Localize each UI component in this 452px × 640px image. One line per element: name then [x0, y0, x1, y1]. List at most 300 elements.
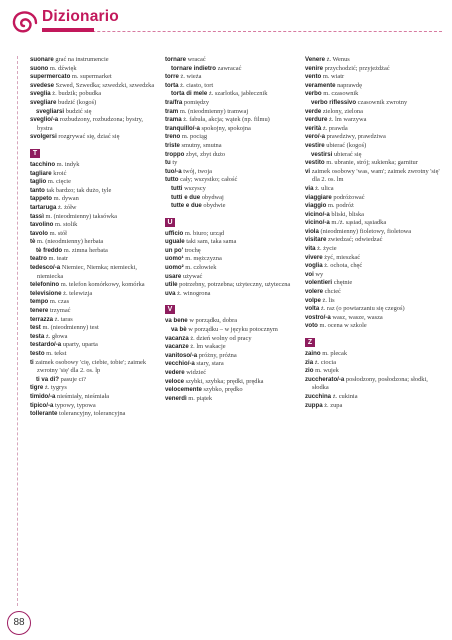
- translation: ż. wieża: [180, 73, 202, 81]
- headword: va bè: [171, 326, 187, 334]
- headword: zaino: [305, 350, 321, 357]
- dictionary-entry: [305, 254, 445, 263]
- dictionary-entry: [305, 297, 445, 306]
- dictionary-entry: [30, 281, 158, 290]
- headword: supermercato: [30, 73, 71, 81]
- dictionary-entry: [30, 99, 158, 108]
- headword: testo: [30, 350, 45, 357]
- translation: tolerancyjny, tolerancyjna: [59, 410, 126, 418]
- dictionary-entry: [165, 386, 300, 395]
- dictionary-entry: [165, 133, 300, 142]
- translation: (nieodmienny) fioletowy, fioletowa: [320, 227, 412, 235]
- translation: zbyt, zbyt dużo: [185, 150, 226, 158]
- headword: verbo: [305, 90, 322, 98]
- dictionary-entry: [30, 65, 158, 74]
- dictionary-entry: [165, 159, 300, 168]
- dictionary-entry: [305, 82, 445, 91]
- translation: m. (nieodmienny) test: [42, 324, 99, 332]
- headword: vecchio/-a: [165, 360, 195, 368]
- page-header: [0, 0, 452, 46]
- dictionary-entry: [305, 211, 445, 220]
- dictionary-entry: [305, 56, 445, 65]
- translation: m. ocena w szkole: [319, 322, 367, 330]
- dictionary-entry: [165, 335, 300, 344]
- headword: teatro: [30, 255, 47, 263]
- dictionary-entry: [165, 202, 300, 211]
- headword: vacanza: [165, 334, 189, 342]
- translation: próżny, próżna: [198, 351, 237, 359]
- dictionary-entry: [305, 393, 445, 402]
- page-number: 88: [13, 617, 25, 628]
- dictionary-entry: [305, 314, 445, 323]
- headword: tavolino: [30, 221, 54, 229]
- translation: ż. ciocia: [314, 358, 337, 366]
- headword: tuo/-a: [165, 167, 182, 175]
- headword: tacchino: [30, 160, 56, 168]
- dictionary-entry: [165, 230, 300, 239]
- translation: m. wujek: [315, 367, 339, 375]
- dictionary-entry: [30, 290, 158, 299]
- headword: tornare: [165, 56, 186, 63]
- headword: tedesco/-a: [30, 264, 61, 272]
- translation: m. mężczyzna: [185, 255, 222, 263]
- headword: utile: [165, 281, 178, 289]
- translation: wasz, wasze, wasza: [332, 313, 383, 321]
- headword: tempo: [30, 298, 49, 306]
- dictionary-entry: [165, 151, 300, 160]
- translation: przychodzić; przyjeżdżać: [324, 64, 390, 72]
- dictionary-entry: [165, 273, 300, 282]
- section-letter: V: [165, 305, 175, 314]
- headword: tenere: [30, 307, 49, 315]
- translation: trochę: [184, 246, 201, 254]
- dictionary-entry: [30, 230, 158, 239]
- dictionary-entry: [165, 185, 300, 194]
- translation: m. stół: [49, 229, 67, 237]
- headword: voi: [305, 270, 314, 278]
- headword: tollerante: [30, 410, 58, 418]
- headword: via: [305, 184, 314, 192]
- headword: vicino/-a: [305, 219, 330, 227]
- dictionary-entry: [30, 350, 158, 359]
- headword: vestito: [305, 159, 325, 167]
- translation: obydwaj: [201, 193, 224, 201]
- translation: ż. Wenus: [326, 56, 350, 63]
- headword: usare: [165, 272, 182, 280]
- dictionary-entry: [30, 195, 158, 204]
- dictionary-entry: [305, 279, 445, 288]
- dictionary-entry: [305, 350, 445, 359]
- dictionary-column-2: [165, 56, 300, 403]
- dictionary-entry: [30, 170, 158, 179]
- translation: trzymać: [49, 307, 71, 315]
- page-number-badge: [7, 611, 31, 635]
- dictionary-column-3: [305, 56, 445, 410]
- dictionary-entry: [30, 221, 158, 230]
- dictionary-entry: [165, 326, 300, 335]
- headword: sveglia: [30, 90, 51, 98]
- dictionary-entry: [305, 271, 445, 280]
- translation: ż. szarlotka, jabłecznik: [208, 90, 268, 98]
- translation: szybki, szybka; prędki, prędka: [185, 377, 264, 385]
- headword: tutte e due: [171, 202, 202, 210]
- dictionary-entry: [305, 305, 445, 314]
- translation: rozbudzony, rozbudzona; bystry, bystra: [37, 116, 144, 132]
- translation: m. zimna herbata: [63, 246, 108, 254]
- translation: m. biuro; urząd: [184, 229, 225, 237]
- headword: tipico/-a: [30, 401, 54, 409]
- translation: uparty, uparta: [62, 341, 98, 349]
- headword: veloce: [165, 377, 184, 385]
- headword: zia: [305, 358, 314, 366]
- dictionary-entry: [30, 359, 158, 376]
- dictionary-entry: [165, 281, 300, 290]
- translation: chcieć: [324, 288, 341, 296]
- headword: viola: [305, 227, 319, 235]
- headword: viaggio: [305, 202, 327, 210]
- translation: m. wiatr: [322, 73, 345, 81]
- dictionary-entry: [305, 359, 445, 368]
- dictionary-entry: [165, 56, 300, 65]
- translation: budzić się: [65, 107, 92, 115]
- dictionary-entry: [305, 262, 445, 271]
- translation: kroić: [53, 169, 67, 177]
- dictionary-entry: [30, 82, 158, 91]
- translation: naprawdę: [337, 81, 362, 89]
- headword: ti: [30, 358, 34, 366]
- translation: ż. telewizja: [63, 289, 93, 297]
- headword: tu: [165, 159, 171, 167]
- headword: ti va di?: [36, 375, 60, 383]
- translation: typowy, typowa: [54, 401, 96, 409]
- translation: szybko, prędko: [203, 386, 243, 394]
- dictionary-entry: [165, 352, 300, 361]
- headword: veramente: [305, 81, 336, 89]
- section-letter: Z: [305, 338, 315, 347]
- dictionary-entry: [305, 133, 445, 142]
- margin-divider: [17, 56, 18, 606]
- headword: vedere: [165, 369, 185, 376]
- headword: viaggiare: [305, 193, 332, 201]
- translation: m./ż. sąsiad, sąsiadka: [331, 219, 387, 227]
- translation: m. telefon komórkowy, komórka: [60, 281, 145, 289]
- headword: torta: [165, 81, 179, 89]
- dictionary-entry: [30, 333, 158, 342]
- headword: troppo: [165, 150, 185, 158]
- dictionary-entry: [30, 73, 158, 82]
- translation: ż. winogrona: [177, 289, 211, 297]
- headword: vicino/-a: [305, 210, 330, 218]
- translation: m. (nieodmienny) taksówka: [45, 212, 118, 220]
- dictionary-entry: [305, 236, 445, 245]
- headword: uomo²: [165, 264, 184, 272]
- translation: chętnie: [333, 279, 353, 287]
- headword: uva: [165, 289, 176, 297]
- translation: zawracać: [217, 64, 242, 72]
- headword: vestire: [305, 141, 325, 149]
- headword: testardo/-a: [30, 341, 62, 349]
- headword: tutti e due: [171, 193, 201, 201]
- headword: test: [30, 324, 41, 332]
- headword: tornare indietro: [171, 64, 217, 72]
- headword: suono: [30, 64, 49, 72]
- headword: verdure: [305, 116, 328, 124]
- dictionary-entry: [30, 178, 158, 187]
- headword: svegliare: [30, 98, 57, 106]
- letter-section-header: [305, 331, 445, 350]
- translation: ż. głowa: [45, 332, 68, 340]
- translation: ż. zupa: [324, 401, 343, 409]
- dictionary-entry: [305, 288, 445, 297]
- headword: zucchina: [305, 392, 332, 400]
- translation: czasownik zwrotny: [357, 98, 408, 106]
- headword: tè freddo: [36, 246, 63, 254]
- headword: suonare: [30, 56, 54, 63]
- translation: m. supermarket: [71, 73, 112, 81]
- dictionary-entry: [165, 99, 300, 108]
- translation: w porządku, dobra: [189, 317, 238, 325]
- dictionary-entry: [165, 343, 300, 352]
- headword: tigre: [30, 384, 44, 392]
- translation: posłodzony, posłodzona; słodki, słodka: [312, 375, 428, 392]
- dictionary-entry: [165, 125, 300, 134]
- translation: m. piątek: [188, 394, 213, 402]
- translation: m. (nieodmienny) tramwaj: [179, 107, 249, 115]
- translation: m. ubranie, strój; sukienka; garnitur: [326, 159, 418, 167]
- dictionary-entry: [165, 264, 300, 273]
- translation: cały; wszystko; całość: [180, 176, 238, 184]
- headword: torta di mele: [171, 90, 208, 98]
- headword: vi: [305, 167, 311, 175]
- headword: vestirsi: [311, 150, 333, 158]
- dictionary-entry: [305, 99, 445, 108]
- dictionary-entry: [30, 402, 158, 411]
- headword: tranquillo/-a: [165, 124, 200, 132]
- translation: prawdziwy, prawdziwa: [326, 133, 386, 141]
- dictionary-entry: [305, 322, 445, 331]
- translation: m. człowiek: [185, 264, 217, 272]
- dictionary-entry: [30, 187, 158, 196]
- headword: testa: [30, 332, 45, 340]
- translation: ż. prawda: [322, 124, 348, 132]
- dictionary-entry: [305, 108, 445, 117]
- translation: m. tekst: [46, 350, 67, 357]
- dictionary-entry: [305, 245, 445, 254]
- translation: w porządku – w języku potocznym: [188, 326, 278, 334]
- headword: verde: [305, 107, 322, 115]
- headword: vacanze: [165, 343, 189, 351]
- dictionary-entry: [30, 90, 158, 99]
- translation: Niemiec, Niemka; niemiecki, niemiecka: [37, 264, 138, 280]
- translation: nieśmiały, nieśmiała: [57, 392, 110, 400]
- translation: ż. lm wakacje: [190, 343, 226, 351]
- translation: pomiędzy: [183, 98, 210, 106]
- translation: m. pociąg: [181, 133, 208, 141]
- headword: vero/-a: [305, 133, 325, 141]
- dictionary-entry: [305, 376, 445, 393]
- headword: Venere: [305, 56, 325, 63]
- dictionary-entry: [305, 367, 445, 376]
- headword: uomo¹: [165, 255, 184, 263]
- translation: m. stolik: [54, 221, 78, 229]
- dictionary-entry: [30, 393, 158, 402]
- swirl-logo-icon: [6, 6, 42, 40]
- translation: widzieć: [186, 369, 207, 376]
- translation: m. czas: [49, 298, 70, 306]
- dictionary-entry: [30, 116, 158, 133]
- translation: Szwed, Szwedka; szwedzki, szwedzka: [55, 81, 155, 89]
- dictionary-entry: [305, 168, 445, 185]
- dictionary-entry: [30, 316, 158, 325]
- dictionary-entry: [165, 369, 300, 378]
- translation: wy: [315, 270, 324, 278]
- dictionary-entry: [305, 125, 445, 134]
- headword: televisione: [30, 289, 62, 297]
- dictionary-entry: [165, 317, 300, 326]
- headword: velocemente: [165, 386, 202, 394]
- headword: volpe: [305, 296, 321, 304]
- headword: verbo riflessivo: [311, 98, 357, 106]
- dictionary-entry: [30, 56, 158, 65]
- dictionary-entry: [30, 204, 158, 213]
- dictionary-entry: [305, 228, 445, 237]
- headword: vanitoso/-a: [165, 351, 198, 359]
- headword: va bene: [165, 317, 188, 325]
- dictionary-entry: [165, 247, 300, 256]
- headword: torre: [165, 73, 179, 81]
- section-letter: T: [30, 149, 40, 158]
- translation: żyć, mieszkać: [324, 253, 361, 261]
- headword: tappeto: [30, 195, 53, 203]
- translation: stary, stara: [196, 360, 224, 368]
- dictionary-entry: [165, 395, 300, 404]
- dictionary-entry: [305, 194, 445, 203]
- translation: ż. lm warzywa: [328, 116, 367, 124]
- translation: potrzebny, potrzebna; użyteczny, użyteczna: [179, 281, 291, 289]
- dictionary-entry: [30, 213, 158, 222]
- translation: zwiedzać; odwiedzać: [327, 236, 383, 244]
- translation: zielony, zielona: [322, 107, 363, 115]
- translation: m. dywan: [53, 195, 79, 203]
- dictionary-entry: [305, 185, 445, 194]
- headword: vivere: [305, 253, 323, 261]
- translation: używać: [182, 272, 203, 280]
- translation: wszyscy: [184, 184, 206, 192]
- translation: ż. lis: [322, 296, 335, 304]
- headword: volta: [305, 305, 320, 313]
- headword: zuccherato/-a: [305, 375, 345, 383]
- translation: podróżować: [333, 193, 365, 201]
- letter-section-header: [30, 142, 158, 161]
- translation: ż. cukinia: [332, 392, 358, 400]
- section-letter: U: [165, 218, 175, 227]
- headword: tavolo: [30, 229, 48, 237]
- headword: vostro/-a: [305, 313, 331, 321]
- translation: ż. dzień wolny od pracy: [190, 334, 252, 342]
- translation: budzić (kogoś): [58, 98, 97, 106]
- headword: taglio: [30, 178, 47, 186]
- translation: m. teatr: [48, 255, 69, 263]
- translation: ż. żółw: [58, 203, 77, 211]
- headword: tra/fra: [165, 98, 183, 106]
- headword: triste: [165, 141, 180, 149]
- dictionary-entry: [165, 82, 300, 91]
- dictionary-entry: [30, 341, 158, 350]
- headword: sveglio/-a: [30, 116, 59, 124]
- translation: m. plecak: [322, 350, 348, 357]
- translation: m. indyk: [56, 160, 80, 168]
- dictionary-entry: [165, 142, 300, 151]
- dictionary-entry: [305, 65, 445, 74]
- headword: voto: [305, 322, 318, 330]
- dictionary-entry: [165, 168, 300, 177]
- headword: trama: [165, 116, 182, 124]
- translation: zaimek osobowy 'was, wam'; zaimek zwrotny 'się' dla 2. os. lm: [311, 167, 440, 184]
- translation: twój, twoja: [183, 167, 212, 175]
- dictionary-entry: [30, 298, 158, 307]
- headword: voglia: [305, 262, 323, 270]
- dictionary-entry: [165, 378, 300, 387]
- translation: ż. ciasto, tort: [180, 81, 214, 89]
- dictionary-entry: [30, 307, 158, 316]
- letter-section-header: [165, 211, 300, 230]
- dictionary-entry: [165, 108, 300, 117]
- translation: ubierać się: [333, 150, 362, 158]
- dictionary-entry: [165, 360, 300, 369]
- headword: vento: [305, 73, 322, 81]
- translation: obydwie: [203, 202, 226, 210]
- translation: wracać: [187, 56, 206, 63]
- translation: ż. ochota, chęć: [324, 262, 363, 270]
- headword: svolgersi: [30, 133, 57, 141]
- dictionary-entry: [165, 73, 300, 82]
- dictionary-entry: [30, 324, 158, 333]
- translation: m. podróż: [327, 202, 354, 210]
- headword: treno: [165, 133, 181, 141]
- headword: tartaruga: [30, 203, 57, 211]
- headword: visitare: [305, 236, 327, 244]
- letter-section-header: [165, 298, 300, 317]
- headword: tutti: [171, 184, 183, 192]
- headword: volentieri: [305, 279, 333, 287]
- translation: m. dźwięk: [49, 64, 77, 72]
- dictionary-entry: [305, 73, 445, 82]
- dictionary-entry: [165, 255, 300, 264]
- headword: tutto: [165, 176, 179, 184]
- translation: ż. taras: [54, 315, 73, 323]
- headword: tanto: [30, 186, 45, 194]
- headword: tè: [30, 238, 36, 246]
- headword: timido/-a: [30, 392, 56, 400]
- translation: rozgrywać się, dziać się: [58, 133, 120, 141]
- translation: tak bardzo; tak dużo, tyle: [46, 186, 112, 194]
- translation: ty: [172, 159, 178, 167]
- headword: vita: [305, 245, 316, 253]
- translation: ubierać (kogoś): [326, 141, 367, 149]
- translation: ż. tygrys: [44, 384, 67, 392]
- dictionary-entry: [165, 238, 300, 247]
- translation: grać na instrumencie: [55, 56, 109, 63]
- dictionary-entry: [305, 90, 445, 99]
- translation: spokojny, spokojna: [201, 124, 251, 132]
- translation: ż. budzik; pobudka: [52, 90, 102, 98]
- dictionary-entry: [30, 161, 158, 170]
- dictionary-entry: [30, 384, 158, 393]
- headword: venerdì: [165, 394, 187, 402]
- dictionary-entry: [305, 219, 445, 228]
- dictionary-entry: [165, 116, 300, 125]
- headword: ufficio: [165, 229, 184, 237]
